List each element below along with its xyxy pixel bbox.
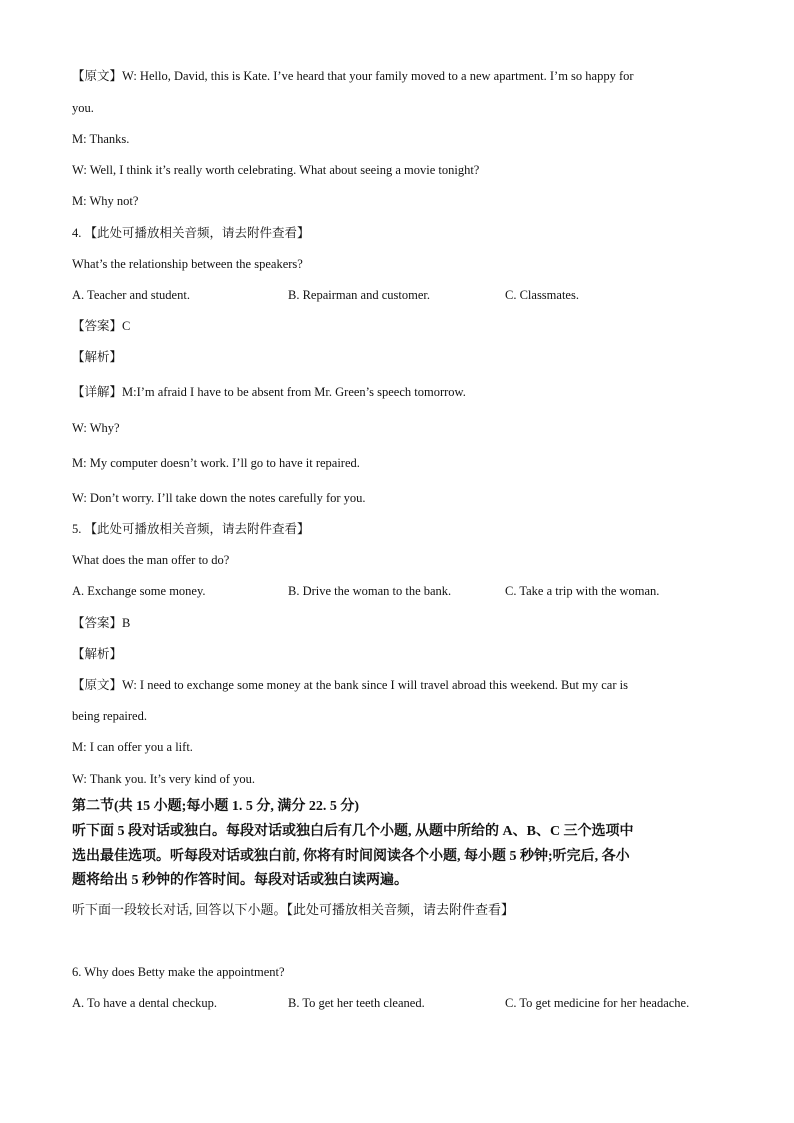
q5-option-b: B. Drive the woman to the bank. — [288, 584, 452, 598]
q5-question: What does the man offer to do? — [72, 553, 230, 567]
dialogue1-line1b: you. — [72, 101, 94, 115]
q4-option-b: B. Repairman and customer. — [288, 288, 430, 302]
dialogue1-line2: M: Thanks. — [72, 132, 130, 146]
q5-analysis: 【解析】 — [72, 647, 123, 661]
section2-sub: 听下面一段较长对话, 回答以下小题。【此处可播放相关音频，请去附件查看】 — [72, 902, 515, 917]
q5-answer: 【答案】B — [72, 616, 131, 630]
dialogue1-line3: W: Well, I think it’s really worth celebrating. What about seeing a movie tonight? — [72, 163, 480, 177]
dialogue1-line1a: 【原文】W: Hello, David, this is Kate. I’ve heard that your family moved to a new apartment. I’m so happy for — [72, 69, 634, 83]
q6-option-c: C. To get medicine for her headache. — [505, 996, 690, 1010]
q4-d4: W: Don’t worry. I’ll take down the notes carefully for you. — [72, 491, 366, 505]
q5-orig-b: being repaired. — [72, 709, 147, 723]
section2-instr2: 选出最佳选项。听每段对话或独白前, 你将有时间阅读各个小题, 每小题 5 秒钟;听完后, 各小 — [72, 849, 630, 864]
q4-d2: W: Why? — [72, 421, 120, 435]
q4-detail: 【详解】M:I’m afraid I have to be absent from Mr. Green’s speech tomorrow. — [72, 385, 466, 399]
dialogue1-line4: M: Why not? — [72, 194, 139, 208]
q6-question: 6. Why does Betty make the appointment? — [72, 965, 285, 979]
q4-number: 4. 【此处可播放相关音频，请去附件查看】 — [72, 226, 310, 240]
q4-d3: M: My computer doesn’t work. I’ll go to have it repaired. — [72, 456, 360, 470]
q5-number: 5. 【此处可播放相关音频，请去附件查看】 — [72, 522, 310, 536]
section2-instr1: 听下面 5 段对话或独白。每段对话或独白后有几个小题, 从题中所给的 A、B、C 三个选项中 — [72, 824, 634, 839]
q6-option-a: A. To have a dental checkup. — [72, 996, 218, 1010]
q4-answer: 【答案】C — [72, 319, 131, 333]
q4-question: What’s the relationship between the speakers? — [72, 257, 303, 271]
section2-instr3: 题将给出 5 秒钟的作答时间。每段对话或独白读两遍。 — [72, 873, 408, 888]
q4-option-a: A. Teacher and student. — [72, 288, 190, 302]
q5-option-a: A. Exchange some money. — [72, 584, 206, 598]
q5-orig-a: 【原文】W: I need to exchange some money at the bank since I will travel abroad this weekend. But my car is — [72, 678, 628, 692]
q5-o2: M: I can offer you a lift. — [72, 740, 193, 754]
q4-option-c: C. Classmates. — [505, 288, 579, 302]
q6-option-b: B. To get her teeth cleaned. — [288, 996, 425, 1010]
q5-option-c: C. Take a trip with the woman. — [505, 584, 660, 598]
section2-title: 第二节(共 15 小题;每小题 1. 5 分, 满分 22. 5 分) — [72, 799, 359, 814]
q5-o3: W: Thank you. It’s very kind of you. — [72, 772, 255, 786]
q4-analysis: 【解析】 — [72, 350, 123, 364]
